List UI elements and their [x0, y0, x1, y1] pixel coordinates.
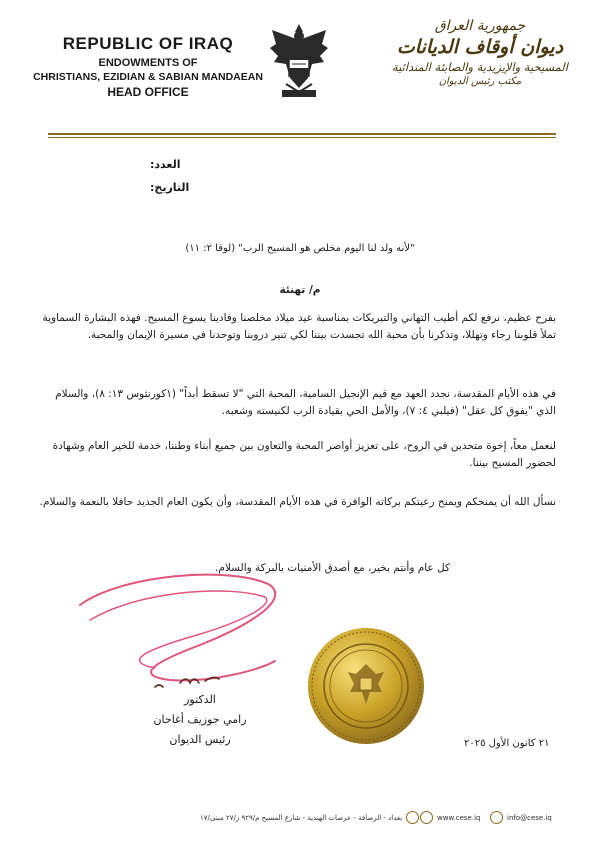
location-pin-icon — [406, 811, 419, 824]
signatory-position: رئيس الديوان — [169, 733, 231, 746]
footer-email-text: info@cese.iq — [507, 813, 552, 822]
date-label: التاريخ: — [150, 181, 190, 194]
signatory-name: رامي جوزيف أغاجان — [153, 713, 247, 726]
globe-icon — [420, 811, 433, 824]
institution-name-ar: ديوان أوقاف الديانات — [396, 36, 564, 58]
institution-name-en: CHRISTIANS, EZIDIAN & SABIAN MANDAEAN — [33, 71, 263, 83]
email-icon — [490, 811, 503, 824]
footer-email — [490, 811, 552, 824]
institution-subtitle-ar: المسيحية والإيزيدية والصابئة المندائية — [391, 60, 568, 74]
issue-date: ٢١ كانون الأول ٢٠٢٥ — [464, 738, 550, 749]
official-seal-icon — [306, 626, 426, 746]
signature-scribble — [60, 565, 290, 705]
number-label: العدد: — [150, 158, 181, 171]
footer-website — [420, 811, 480, 824]
closing-greeting: كل عام وأنتم بخير، مع أصدق الأمنيات بالبركة والسلام. — [215, 562, 450, 574]
paragraph-4: نسأل الله أن يمنحكم ويمنح رعيتكم بركاته الوافرة في هذه الأيام المقدسة، وأن يكون العام الجديد حافلا بالنعمة والسلام. — [39, 496, 556, 508]
country-name-ar: جمهورية العراق — [434, 18, 526, 34]
bible-verse: "لأنه ولد لنا اليوم مخلص هو المسيح الرب" (لوقا ٢: ١١) — [185, 243, 415, 254]
office-name-ar: مكتب رئيس الديوان — [438, 76, 522, 87]
signatory-block — [130, 690, 270, 750]
header-divider-thin — [48, 137, 556, 138]
footer-address-text: بغداد - الرصافة - عرصات الهندية - شارع المسبح م/٩٢٩ ز/٢٧ مبنى/١٧ — [200, 813, 403, 822]
footer-address — [200, 811, 419, 824]
office-name-en: HEAD OFFICE — [107, 85, 189, 99]
paragraph-2: في هذه الأيام المقدسة، نجدد العهد مع قيم الإنجيل السامية، المحبة التي "لا تسقط أبداً" (١كورنثوس ١٣: ٨)، والسلام الذي "يفوق كل عقل" (فيلبي ٤: ٧)، والأمل الحي بقيادة الرب لكنيسته وشعبه. — [55, 388, 556, 417]
signatory-title: الدكتور — [184, 693, 216, 706]
footer-website-text: www.cese.iq — [437, 813, 481, 822]
letter-subject: م/ تهنئة — [279, 284, 321, 296]
paragraph-3: لنعمل معاً، إخوة متحدين في الروح، على تعزيز أواصر المحبة والتعاون بين جميع أبناء وطننا، خدمة للخير العام وشهادة لحضور المسيح بيننا. — [52, 440, 556, 469]
header-english — [28, 34, 268, 99]
header-divider — [48, 133, 556, 135]
country-name-en: REPUBLIC OF IRAQ — [62, 34, 234, 53]
letter-footer — [20, 805, 580, 831]
iraq-eagle-emblem-icon — [268, 22, 330, 102]
institution-line-en: ENDOWMENTS OF — [98, 57, 198, 69]
header-arabic — [380, 18, 580, 87]
paragraph-1: بفرح عظيم، نرفع لكم أطيب التهاني والتبريكات بمناسبة عيد ميلاد مخلصنا وفادينا يسوع المسيح. فهذه البشارة السماوية تملأ قلوبنا رجاء وتهللا، وتذكرنا بأن محبة الله تجسدت بيننا لكي تنير دروبنا وتوحدنا في مسيرة الإيمان والمحبة. — [42, 312, 556, 341]
